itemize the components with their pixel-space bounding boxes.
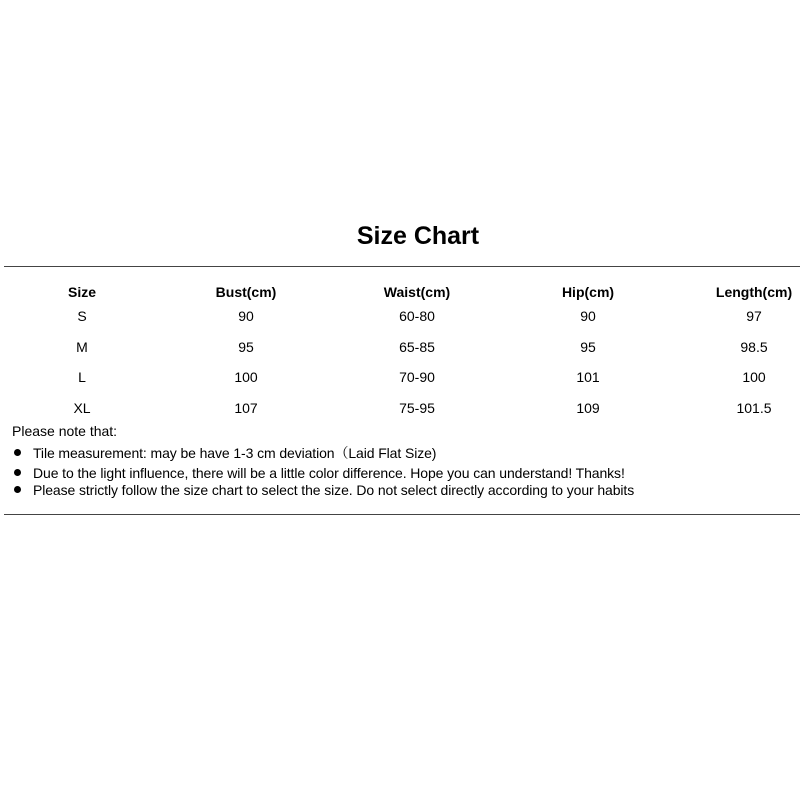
cell-bust: 107 (234, 400, 258, 416)
cell-hip: 109 (576, 400, 600, 416)
cell-size: M (76, 339, 88, 355)
header-waist: Waist(cm) (383, 284, 451, 300)
header-hip: Hip(cm) (561, 284, 615, 300)
cell-size: S (77, 308, 87, 324)
note-text: Please strictly follow the size chart to select the size. Do not select directly according to your habits (33, 482, 635, 498)
cell-bust: 100 (234, 369, 258, 385)
cell-bust: 95 (238, 339, 254, 355)
cell-size: XL (73, 400, 91, 416)
cell-length: 97 (746, 308, 762, 324)
header-size: Size (67, 284, 96, 300)
table-header-row (0, 282, 800, 302)
bottom-divider (4, 514, 800, 515)
cell-waist: 65-85 (399, 339, 435, 355)
page-title: Size Chart (356, 222, 480, 250)
top-divider (4, 266, 800, 267)
header-length: Length(cm) (715, 284, 793, 300)
table-row (0, 398, 800, 418)
cell-hip: 95 (580, 339, 596, 355)
table-row (0, 306, 800, 326)
notes-heading: Please note that: (12, 423, 118, 439)
cell-waist: 75-95 (399, 400, 435, 416)
cell-length: 98.5 (740, 339, 768, 355)
cell-length: 101.5 (736, 400, 772, 416)
cell-waist: 60-80 (399, 308, 435, 324)
cell-hip: 90 (580, 308, 596, 324)
table-row (0, 337, 800, 357)
note-text: Due to the light influence, there will be a little color difference. Hope you can understand! Thanks! (33, 465, 625, 481)
bullet-icon (14, 486, 21, 493)
header-bust: Bust(cm) (215, 284, 277, 300)
bullet-icon (14, 469, 21, 476)
bullet-icon (14, 449, 21, 456)
cell-waist: 70-90 (399, 369, 435, 385)
table-row (0, 367, 800, 387)
cell-size: L (78, 369, 86, 385)
cell-length: 100 (742, 369, 766, 385)
note-text: Tile measurement: may be have 1-3 cm deviation（Laid Flat Size) (33, 445, 437, 461)
cell-hip: 101 (576, 369, 600, 385)
cell-bust: 90 (238, 308, 254, 324)
